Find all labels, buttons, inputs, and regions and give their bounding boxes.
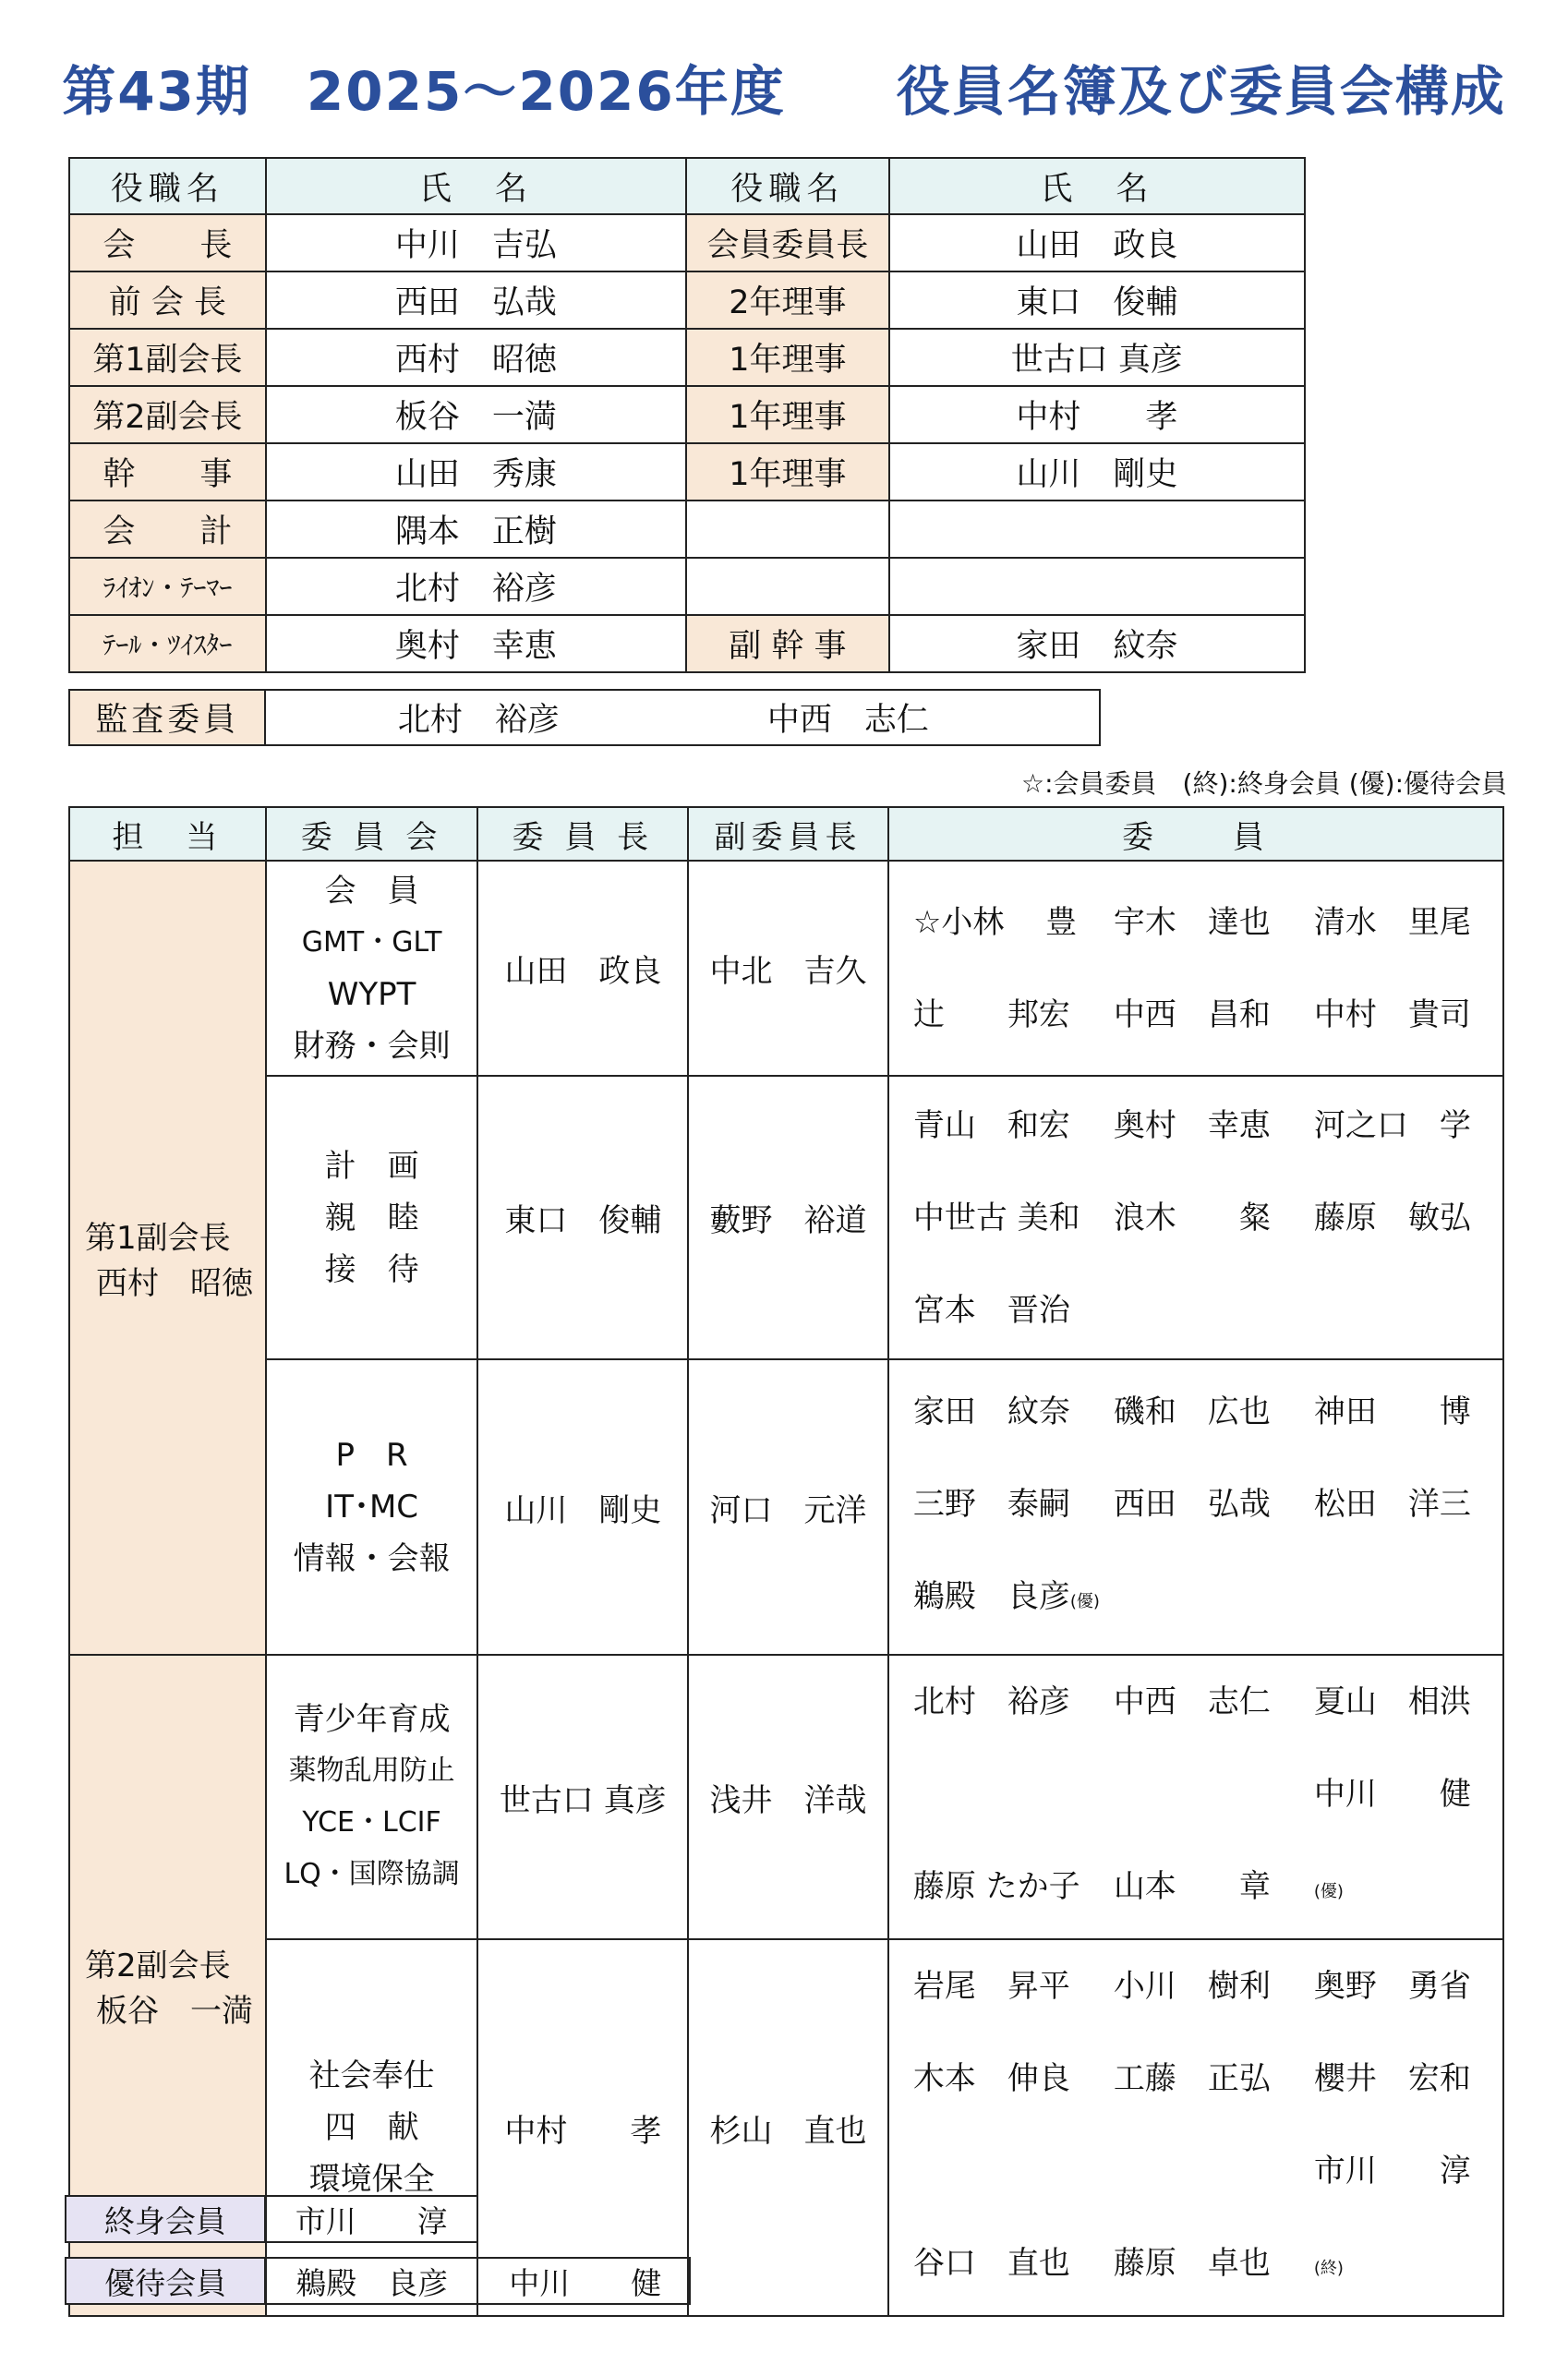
member-name-text: 北村 裕彦 [912,1683,1070,1720]
member-name-text: 清水 里尾 [1313,903,1471,941]
officers-table [68,157,1306,673]
member-name-text: 市川 淳 [1313,2153,1471,2189]
officer-row [69,214,1305,271]
member-name-text: 藤原 たか子 [912,1868,1080,1905]
member-name [1314,2032,1490,2125]
officer-name-right: 家田 紋奈 [889,615,1305,672]
member-name [1314,1172,1490,1264]
member-name [913,1458,1114,1550]
charge-cell [69,861,266,1655]
member-name [1114,2217,1314,2310]
member-name-text: 河之口 学 [1313,1106,1471,1144]
committee-name: WYPT [327,975,416,1013]
committee-vice-chair: 河口 元洋 [688,1359,888,1655]
committee-vice-chair: 浅井 洋哉 [688,1655,888,1939]
member-name-text: 櫻井 宏和 [1313,2060,1471,2097]
committee-members [888,1076,1503,1359]
committee-row [69,861,1503,1076]
member-name [1114,1840,1314,1933]
header-charge: 担 当 [69,807,266,861]
committee-name: P R [335,1437,408,1474]
header-members: 委 員 [888,807,1503,861]
committee-members [888,1359,1503,1655]
header-role-2: 役職名 [686,158,889,214]
officer-row [69,443,1305,501]
member-name-text: 夏山 相洪 [1313,1683,1471,1720]
member-name [1114,1940,1314,2032]
lifetime-names: 市川 淳 [265,2196,477,2242]
committee-name: 親 睦 [324,1199,419,1236]
officer-role-left: ﾃｰﾙ・ﾂｲｽﾀｰ [69,615,266,672]
committee-name: IT･MC [325,1489,419,1526]
officer-role-right: 会員委員長 [686,214,889,271]
officer-role-left: 第1副会長 [69,329,266,386]
member-name [913,1550,1114,1648]
audit-label: 監査委員 [69,690,265,745]
lifetime-table [65,2195,478,2243]
officer-name-right: 山川 剛史 [889,443,1305,501]
committee-name: YCE・LCIF [302,1806,441,1839]
honorary-table [65,2257,691,2305]
officer-row [69,501,1305,558]
member-name [1314,1458,1490,1550]
member-name-text: 藤原 敏弘 [1313,1199,1471,1236]
officer-name-left: 西田 弘哉 [266,271,686,329]
committee-row [69,1076,1503,1359]
member-name-text: 宇木 達也 [1113,903,1271,941]
committee-row [69,1655,1503,1939]
member-name-text: 家田 紋奈 [912,1393,1070,1430]
officer-role-left: ﾗｲｵﾝ・ﾃｰﾏｰ [69,558,266,615]
member-name-text: 工藤 正弘 [1113,2060,1271,2097]
officer-role-right: 副 幹 事 [686,615,889,672]
officer-role-right [686,501,889,558]
member-name [1314,1940,1490,2032]
officer-name-right: 山田 政良 [889,214,1305,271]
committee-name: 青少年育成 [293,1701,451,1738]
member-name-text: 小川 樹利 [1113,1968,1271,2005]
member-status-badge: (優) [1313,1882,1344,1901]
officer-name-left: 西村 昭徳 [266,329,686,386]
member-name [1114,2032,1314,2125]
officer-role-right: 1年理事 [686,329,889,386]
officer-name-right: 中村 孝 [889,386,1305,443]
member-name [1114,969,1314,1061]
member-name-text: 奥野 勇省 [1313,1968,1471,2005]
member-name-text: 神田 博 [1313,1393,1471,1430]
member-name-text: 三野 泰嗣 [912,1486,1070,1523]
officer-row [69,386,1305,443]
member-name [1314,1079,1490,1172]
officer-name-left: 隅本 正樹 [266,501,686,558]
committee-vice-chair: 杉山 直也 [688,1939,888,2316]
member-name [1314,1656,1490,1748]
officer-role-right [686,558,889,615]
officer-role-left: 幹 事 [69,443,266,501]
officer-name-right: 東口 俊輔 [889,271,1305,329]
committee-name: 環境保全 [308,2161,435,2198]
audit-names [265,690,1100,745]
committee-name: 計 画 [324,1147,419,1185]
committee-chair: 山川 剛史 [477,1359,688,1655]
audit-table [68,689,1101,746]
committee-row [69,1359,1503,1655]
officer-role-left: 会 長 [69,214,266,271]
member-name [1314,1366,1490,1458]
member-name-text: 藤原 卓也 [1113,2245,1271,2282]
header-vice-chair: 副委員長 [688,807,888,861]
member-name-text: 山本 章 [1113,1868,1271,1905]
committee-name: 四 献 [324,2109,419,2146]
member-name [913,1172,1114,1264]
member-name-text: 辻 邦宏 [912,995,1070,1033]
officer-name-right: 世古口 真彦 [889,329,1305,386]
member-name [913,2217,1114,2310]
page-title: 第43期 2025～2026年度 役員名簿及び委員会構成 [62,60,1506,123]
committee-name: GMT・GLT [301,925,442,959]
member-name [1114,1172,1314,1264]
committee-names [266,1359,478,1655]
member-name [1314,876,1490,969]
honorary-label: 優待会員 [66,2258,265,2304]
member-name-text: 中世古 美和 [912,1199,1080,1236]
committee-members [888,1939,1503,2316]
header-role-1: 役職名 [69,158,266,214]
member-name [1114,1366,1314,1458]
officer-row [69,615,1305,672]
member-name-text: 青山 和宏 [912,1106,1070,1144]
committee-members [888,1655,1503,1939]
member-name-text: 中西 志仁 [1113,1683,1271,1720]
committee-name: 接 待 [324,1250,419,1288]
member-name-text: ☆小林 豊 [912,903,1078,941]
member-name-text: 岩尾 昇平 [912,1968,1070,2005]
member-name-text: 西田 弘哉 [1113,1486,1271,1523]
committee-members [888,861,1503,1076]
member-name [1114,1458,1314,1550]
member-name [913,1940,1114,2032]
committee-chair: 中村 孝 [477,1939,688,2316]
committee-vice-chair: 中北 吉久 [688,861,888,1076]
member-name [913,2032,1114,2125]
member-name [1114,1079,1314,1172]
committee-chair: 山田 政良 [477,861,688,1076]
audit-name-1: 北村 裕彦 [397,702,560,739]
committee-name: 社会奉仕 [308,2057,435,2094]
member-name-text: 磯和 広也 [1113,1393,1271,1430]
committee-names [266,1076,478,1359]
charge-role: 第2副会長 [85,1948,231,1984]
member-name [913,876,1114,969]
member-name-text: 宮本 晋治 [912,1291,1070,1329]
member-name [1114,876,1314,969]
committee-chair: 世古口 真彦 [477,1655,688,1939]
committee-vice-chair: 藪野 裕道 [688,1076,888,1359]
committee-name: 情報・会報 [293,1540,451,1577]
charge-name: 西村 昭徳 [96,1265,253,1302]
honorary-names: 鵜殿 良彦 中川 健 [265,2258,690,2304]
committee-name: 会 員 [324,872,419,910]
member-name-text: 中西 昌和 [1113,995,1271,1033]
committee-table [68,806,1504,2317]
member-name-text: 中村 貴司 [1313,995,1471,1033]
member-name [1314,2125,1490,2315]
officer-name-left: 北村 裕彦 [266,558,686,615]
member-name [913,1840,1114,1933]
officer-name-left: 中川 吉弘 [266,214,686,271]
header-name-2: 氏 名 [889,158,1305,214]
officer-name-left: 奥村 幸恵 [266,615,686,672]
officer-role-right: 1年理事 [686,386,889,443]
charge-name: 板谷 一満 [96,1993,253,2030]
committee-name: 薬物乱用防止 [288,1755,455,1787]
officer-row [69,558,1305,615]
member-name [1314,1748,1490,1938]
member-name-text: 浪木 粲 [1113,1199,1271,1236]
officer-name-right [889,558,1305,615]
officer-name-left: 山田 秀康 [266,443,686,501]
legend-note: ☆:会員委員 (終):終身会員 (優):優待会員 [1021,768,1507,799]
header-name-1: 氏 名 [266,158,686,214]
officer-row [69,329,1305,386]
committee-names [266,861,478,1076]
member-status-badge: (優) [1069,1592,1100,1611]
member-name [913,1264,1114,1357]
committee-names [266,1655,478,1939]
member-name-text: 中川 健 [1313,1776,1471,1813]
committee-chair: 東口 俊輔 [477,1076,688,1359]
committee-name: LQ・国際協調 [283,1858,460,1890]
officer-role-right: 2年理事 [686,271,889,329]
header-chair: 委 員 長 [477,807,688,861]
committee-name: 財務・会則 [293,1027,451,1065]
officer-role-right: 1年理事 [686,443,889,501]
member-status-badge: (終) [1313,2259,1344,2278]
officer-name-right [889,501,1305,558]
member-name-text: 松田 洋三 [1313,1486,1471,1523]
lifetime-label: 終身会員 [66,2196,265,2242]
member-name-text: 奥村 幸恵 [1113,1106,1271,1144]
officer-name-left: 板谷 一満 [266,386,686,443]
officer-role-left: 第2副会長 [69,386,266,443]
member-name [1114,1656,1314,1748]
member-name [913,1366,1114,1458]
member-name [1314,969,1490,1061]
officer-row [69,271,1305,329]
member-name-text: 谷口 直也 [912,2245,1070,2282]
header-committee: 委 員 会 [266,807,478,861]
member-name [913,1079,1114,1172]
audit-name-2: 中西 志仁 [766,702,929,739]
charge-role: 第1副会長 [85,1220,231,1257]
member-name-text: 木本 伸良 [912,2060,1070,2097]
member-name-text: 鵜殿 良彦 [912,1578,1070,1615]
member-name [913,1656,1114,1748]
officer-role-left: 前 会 長 [69,271,266,329]
officer-role-left: 会 計 [69,501,266,558]
member-name [913,969,1114,1061]
